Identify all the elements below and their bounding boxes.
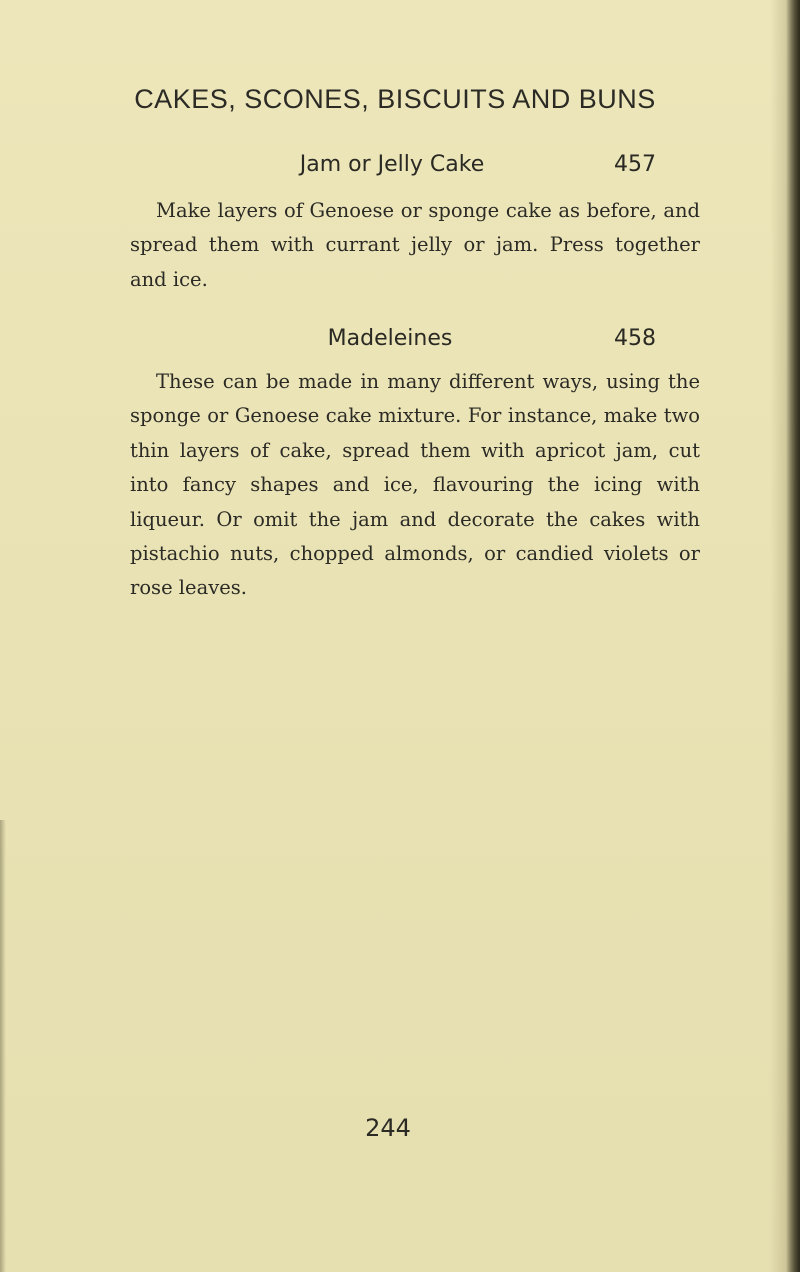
page-number: 244 xyxy=(365,1114,411,1142)
recipe-number: 457 xyxy=(614,152,656,177)
page-gutter-shadow xyxy=(0,820,6,1272)
recipe-body: These can be made in many different ways, using the sponge or Genoese cake mixture. For instance, make two thin layers of cake, spread them with apricot jam, cut into fancy shapes and ice, flavouring the icing with liqueur. Or omit the jam and decorate the cakes with pistachio nuts, chopped almonds, or candied violets or rose leaves. xyxy=(130,370,700,600)
recipe-number: 458 xyxy=(614,326,656,351)
page-edge-shadow xyxy=(786,0,800,1272)
recipe-title: Jam or Jelly Cake xyxy=(299,152,485,177)
recipe-body: Make layers of Genoese or sponge cake as before, and spread them with currant jelly or jam. Press together and ice. xyxy=(130,199,700,291)
running-head: CAKES, SCONES, BISCUITS AND BUNS xyxy=(134,84,656,114)
recipe-title: Madeleines xyxy=(327,326,453,351)
